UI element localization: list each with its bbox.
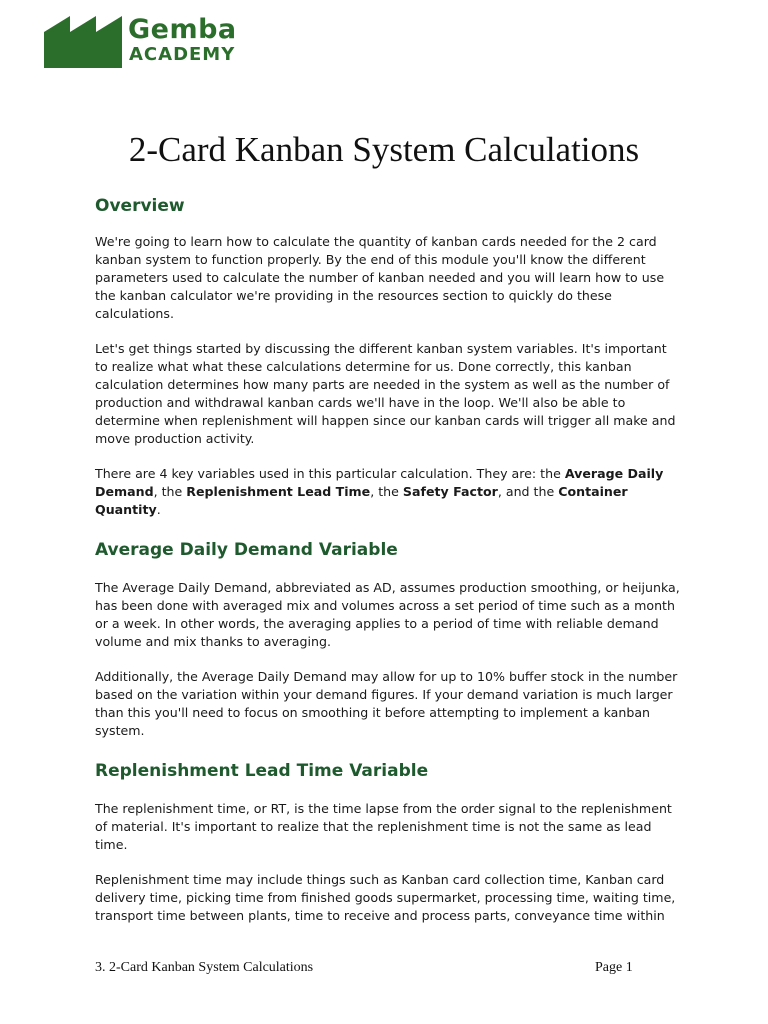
heading-replenishment-lead-time: Replenishment Lead Time Variable [95,761,429,781]
logo-subtitle: ACADEMY [129,44,236,65]
document-title: 2-Card Kanban System Calculations [128,130,640,169]
footer-page-number: Page 1 [595,960,633,975]
footer-document-name: 3. 2-Card Kanban System Calculations [95,960,314,975]
rt-paragraph-1: The replenishment time, or RT, is the time lapse from the order signal to the replenishment of material. It's important to realize that the replenishment time is not the same as lead time. [95,801,672,852]
overview-paragraph-1: We're going to learn how to calculate the quantity of kanban cards needed for the 2 card kanban system to function properly. By the end of this module you'll know the different parameters used to calculate the number of kanban needed and you will learn how to use the kanban calculator we're providing in the resources section to quickly do these calculations. [95,234,665,321]
overview-paragraph-3: There are 4 key variables used in this particular calculation. They are: the Average Daily Demand, the Replenishment Lead Time, the Safety Factor, and the Container Quantity. [95,466,664,517]
add-paragraph-1: The Average Daily Demand, abbreviated as AD, assumes production smoothing, or heijunka, has been done with averaged mix and volumes across a set period of time such as a month or a week. In other words, the averaging applies to a period of time with reliable demand volume and mix thanks to averaging. [95,580,680,649]
gemba-academy-logo [44,14,264,70]
heading-overview: Overview [95,196,185,216]
heading-average-daily-demand: Average Daily Demand Variable [95,540,398,560]
factory-icon [44,14,122,68]
rt-paragraph-2: Replenishment time may include things such as Kanban card collection time, Kanban card delivery time, picking time from finished goods supermarket, processing time, waiting time, transport time between plants, time to receive and process parts, conveyance time within [95,872,676,923]
add-paragraph-2: Additionally, the Average Daily Demand may allow for up to 10% buffer stock in the number based on the variation within your demand figures. If your demand variation is much larger than this you'll need to focus on smoothing it before attempting to implement a kanban system. [95,669,678,738]
document-body [95,193,683,942]
term-container-quantity: Container Quantity [95,484,628,517]
logo-name: Gemba [128,14,237,45]
term-replenishment-lead-time: Replenishment Lead Time [186,484,371,499]
term-average-daily-demand: Average Daily Demand [95,466,664,499]
overview-paragraph-2: Let's get things started by discussing the different kanban system variables. It's important to realize what what these calculations determine for us. Done correctly, this kanban calculation determines how many parts are needed in the system as well as the number of production and withdrawal kanban cards we'll have in the loop. We'll also be able to determine when replenishment will happen since our kanban cards will trigger all make and move production activity. [95,341,676,446]
term-safety-factor: Safety Factor [402,484,498,499]
